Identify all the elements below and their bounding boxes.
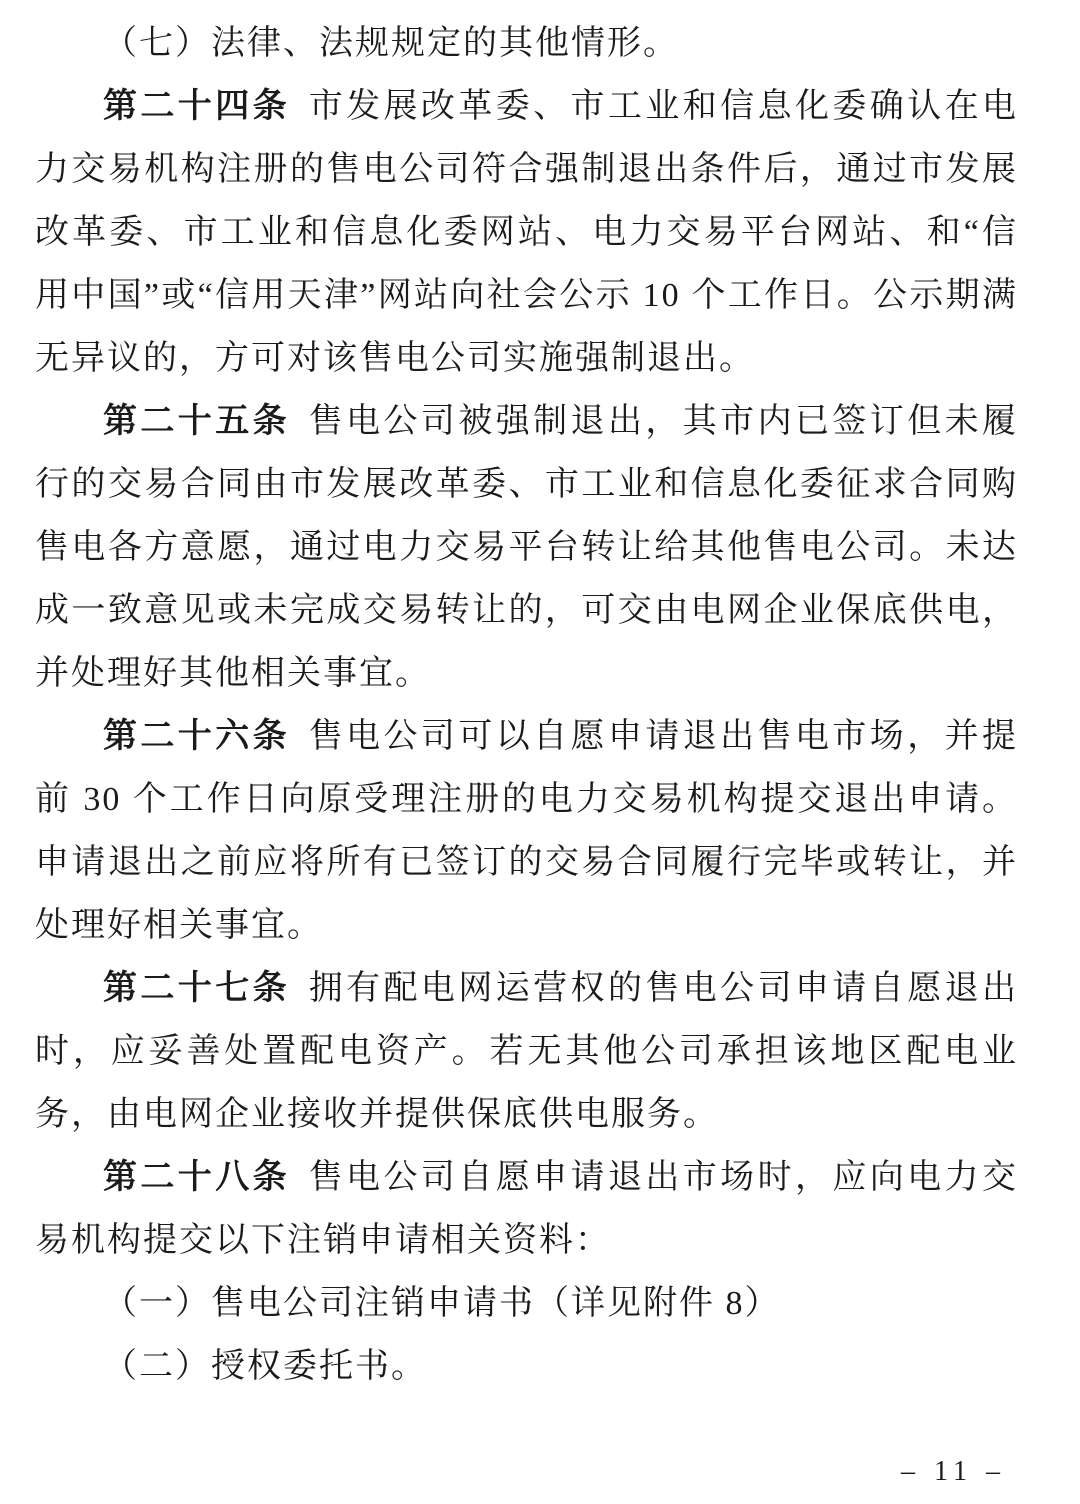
paragraph-text: 市发展改革委、市工业和信息化委确认在电力交易机构注册的售电公司符合强制退出条件后，通过市发展改革委、市工业和信息化委网站、电力交易平台网站、和“信用中国”或“信用天津”网站向社会公示 10 个工作日。公示期满无异议的，方可对该售电公司实施强制退出。 [35,88,1019,377]
paragraph-text: （二）授权委托书。 [103,1348,427,1385]
paragraph [35,1272,1018,1335]
article-number: 第二十六条 [103,717,291,755]
article-number: 第二十四条 [103,87,291,125]
paragraph-text: 售电公司自愿申请退出市场时，应向电力交易机构提交以下注销申请相关资料： [35,1159,1019,1259]
paragraph-text: 拥有配电网运营权的售电公司申请自愿退出时，应妥善处置配电资产。若无其他公司承担该地区配电业务，由电网企业接收并提供保底供电服务。 [35,970,1019,1133]
article-number: 第二十八条 [103,1158,291,1196]
paragraph [35,705,1018,957]
paragraph-text: （七）法律、法规规定的其他情形。 [103,25,679,62]
page-number: – 11 – [901,1456,1006,1487]
document-body [35,12,1018,1398]
paragraph [35,957,1018,1146]
paragraph [35,12,1018,75]
article-number: 第二十五条 [103,402,291,440]
paragraph-text: （一）售电公司注销申请书（详见附件 8） [103,1285,781,1322]
paragraph [35,390,1018,705]
paragraph-text: 售电公司可以自愿申请退出售电市场，并提前 30 个工作日向原受理注册的电力交易机构提交退出申请。申请退出之前应将所有已签订的交易合同履行完毕或转让，并处理好相关事宜。 [35,718,1019,944]
paragraph-text: 售电公司被强制退出，其市内已签订但未履行的交易合同由市发展改革委、市工业和信息化委征求合同购售电各方意愿，通过电力交易平台转让给其他售电公司。未达成一致意见或未完成交易转让的，可交由电网企业保底供电，并处理好其他相关事宜。 [35,403,1019,692]
paragraph [35,75,1018,390]
paragraph [35,1335,1018,1398]
paragraph [35,1146,1018,1272]
article-number: 第二十七条 [103,969,291,1007]
